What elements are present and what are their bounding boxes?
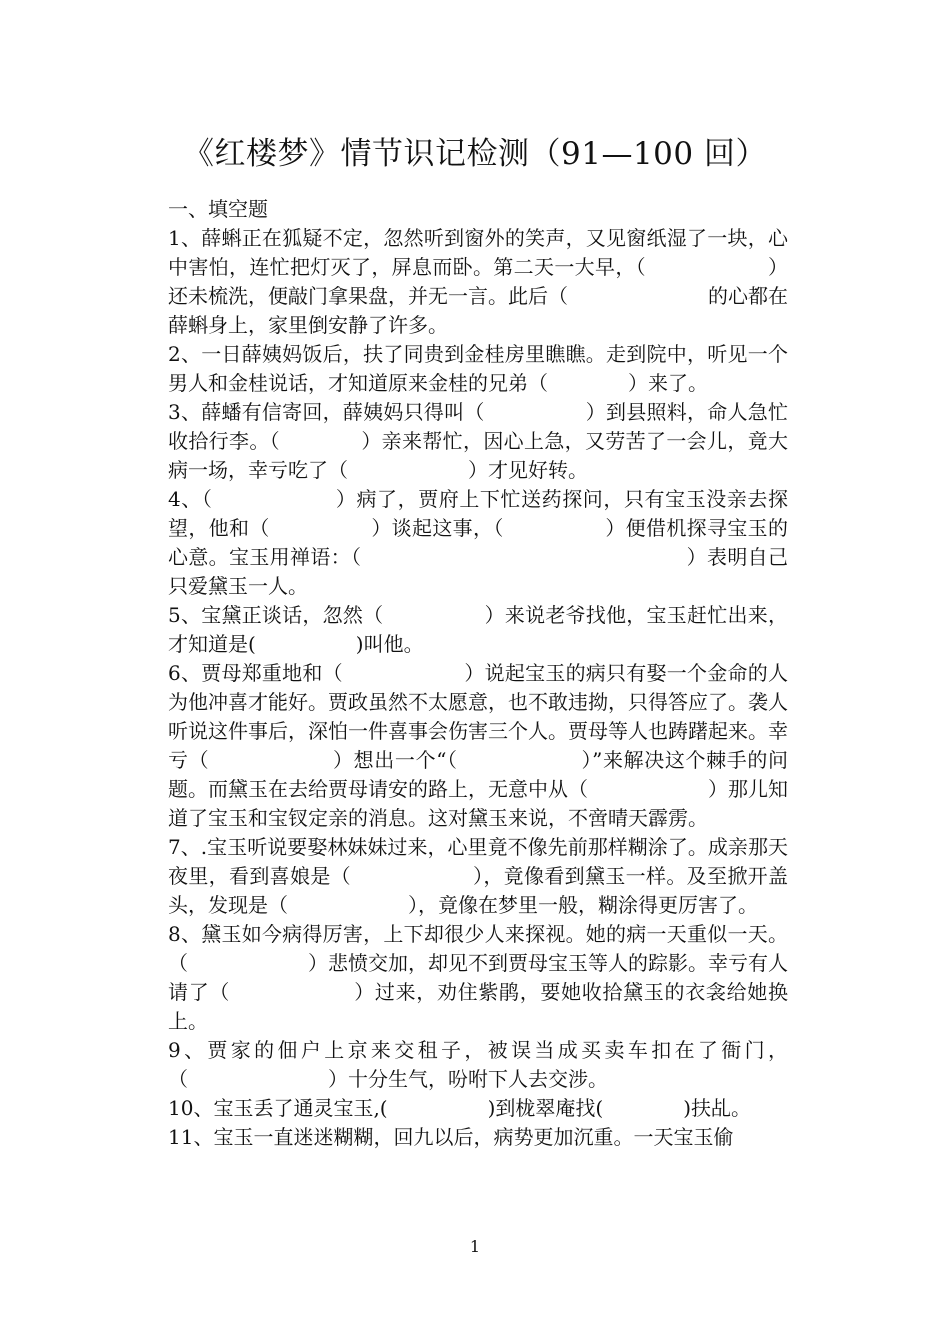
question-1: 1、薛蝌正在狐疑不定，忽然听到窗外的笑声，又见窗纸湿了一块，心中害怕，连忙把灯灭了，屏息而卧。第二天一大早，（ ）还未梳洗，便敲门拿果盘，并无一言。此后（ 的心都在薛蝌身上，家里倒安静了许多。 [168, 226, 788, 337]
question-5: 5、宝黛正谈话，忽然（ ）来说老爷找他，宝玉赶忙出来，才知道是( )叫他。 [168, 603, 788, 656]
question-9: 9、贾家的佃户上京来交租子，被误当成买卖车扣在了衙门，（ ）十分生气，吩咐下人去交涉。 [168, 1038, 788, 1091]
document-title: 《红楼梦》情节识记检测（91—100 回） [183, 136, 767, 172]
page-number: 1 [469, 1237, 481, 1256]
section-heading: 一、填空题 [168, 197, 268, 221]
question-2: 2、一日薛姨妈饭后，扶了同贵到金桂房里瞧瞧。走到院中，听见一个男人和金桂说话，才知道原来金桂的兄弟（ ）来了。 [168, 342, 788, 395]
question-8: 8、黛玉如今病得厉害，上下却很少人来探视。她的病一天重似一天。（ ）悲愤交加，却见不到贾母宝玉等人的踪影。幸亏有人请了（ ）过来，劝住紫鹃，要她收拾黛玉的衣衾给她换上。 [168, 922, 788, 1033]
document-body [168, 195, 788, 1152]
question-3: 3、薛蟠有信寄回，薛姨妈只得叫（ ）到县照料，命人急忙收拾行李。（ ）亲来帮忙，因心上急，又劳苦了一会儿，竟大病一场，幸亏吃了（ ）才见好转。 [168, 400, 788, 482]
question-10: 10、宝玉丢了通灵宝玉,( )到栊翠庵找( )扶乩。 [168, 1096, 752, 1120]
question-4: 4、（ ）病了，贾府上下忙送药探问，只有宝玉没亲去探望，他和（ ）谈起这事，（ ）便借机探寻宝玉的心意。宝玉用禅语：（ ）表明自己只爱黛玉一人。 [168, 487, 788, 598]
question-11: 11、宝玉一直迷迷糊糊，回九以后，病势更加沉重。一天宝玉偷 [168, 1125, 734, 1149]
question-7: 7、.宝玉听说要娶林妹妹过来，心里竟不像先前那样糊涂了。成亲那天夜里，看到喜娘是（ ），竟像看到黛玉一样。及至掀开盖头，发现是（ ），竟像在梦里一般，糊涂得更厉害了。 [168, 835, 788, 917]
question-6: 6、贾母郑重地和（ ）说起宝玉的病只有娶一个金命的人为他冲喜才能好。贾政虽然不太愿意，也不敢违拗，只得答应了。袭人听说这件事后，深怕一件喜事会伤害三个人。贾母等人也踌躇起来。幸亏（ ）想出一个“（ ）”来解决这个棘手的问题。而黛玉在去给贾母请安的路上，无意中从（ ）那儿知道了宝玉和宝钗定亲的消息。这对黛玉来说，不啻晴天霹雳。 [168, 661, 788, 830]
